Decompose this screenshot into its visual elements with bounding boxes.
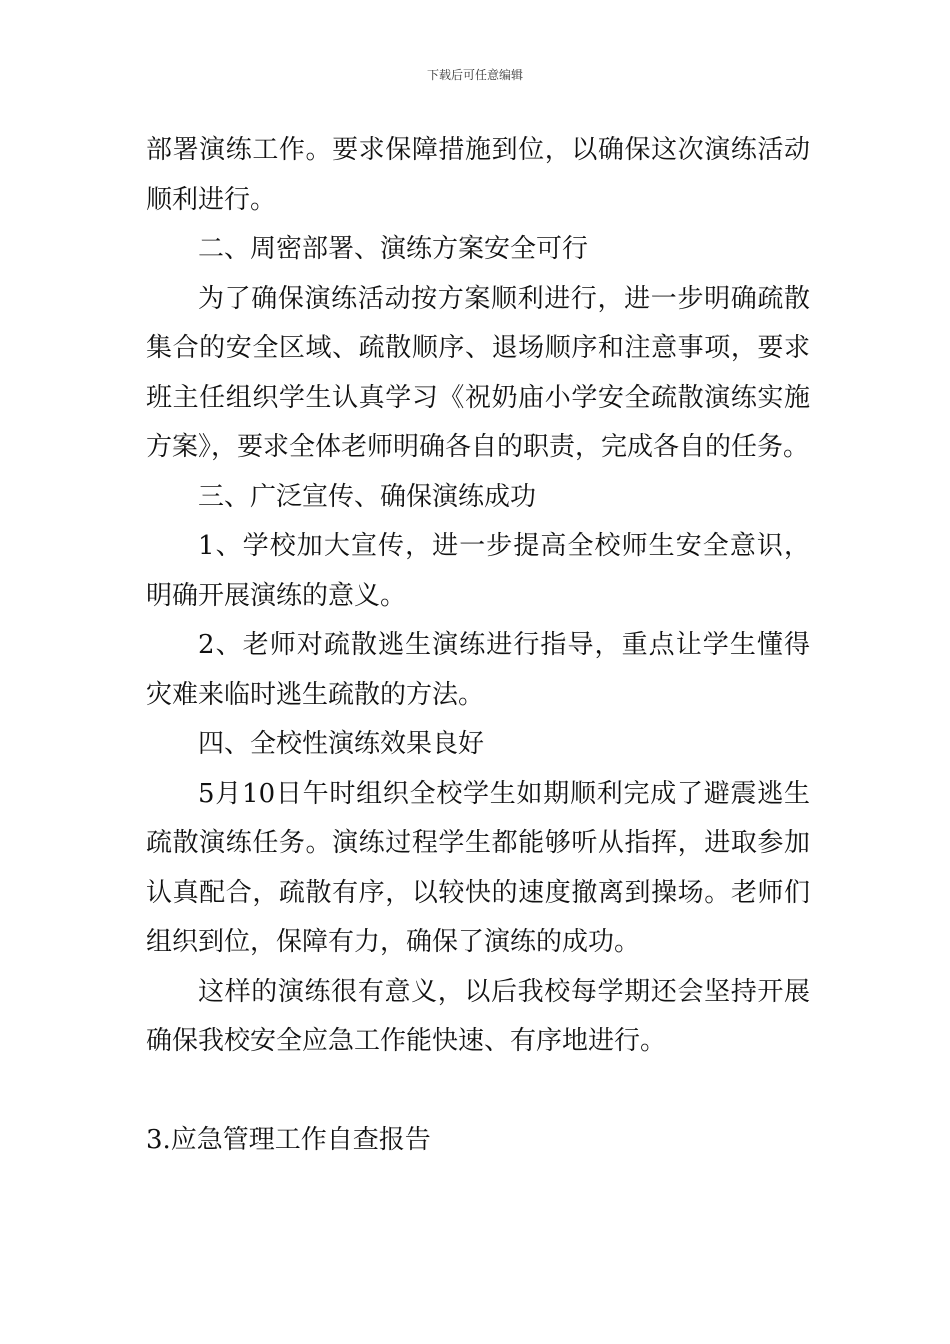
paragraph: 部署演练工作。要求保障措施到位，以确保这次演练活动顺利进行。 bbox=[146, 135, 810, 215]
list-item: 2、老师对疏散逃生演练进行指导，重点让学生懂得灾难来临时逃生疏散的方法。 bbox=[146, 630, 810, 710]
section-heading-2: 二、周密部署、演练方案安全可行 bbox=[198, 234, 589, 264]
paragraph: 这样的演练很有意义，以后我校每学期还会坚持开展确保我校安全应急工作能快速、有序地进行。 bbox=[146, 976, 810, 1056]
paragraph: 为了确保演练活动按方案顺利进行，进一步明确疏散集合的安全区域、疏散顺序、退场顺序和注意事项，要求班主任组织学生认真学习《祝奶庙小学安全疏散演练实施方案》，要求全体老师明确各自的职责，完成各自的任务。 bbox=[146, 283, 810, 462]
list-item: 1、学校加大宣传，进一步提高全校师生安全意识，明确开展演练的意义。 bbox=[146, 531, 810, 611]
section-heading-4: 四、全校性演练效果良好 bbox=[198, 729, 485, 759]
document-body bbox=[146, 126, 810, 1166]
section-heading-3: 三、广泛宣传、确保演练成功 bbox=[198, 481, 537, 512]
report-title: 3.应急管理工作自查报告 bbox=[146, 1125, 431, 1155]
page-header-note: 下载后可任意编辑 bbox=[426, 68, 523, 82]
blank-line bbox=[146, 1067, 810, 1117]
paragraph: 5月10日午时组织全校学生如期顺利完成了避震逃生疏散演练任务。演练过程学生都能够听从指挥，进取参加认真配合，疏散有序，以较快的速度撤离到操场。老师们组织到位，保障有力，确保了演练的成功。 bbox=[146, 778, 810, 957]
